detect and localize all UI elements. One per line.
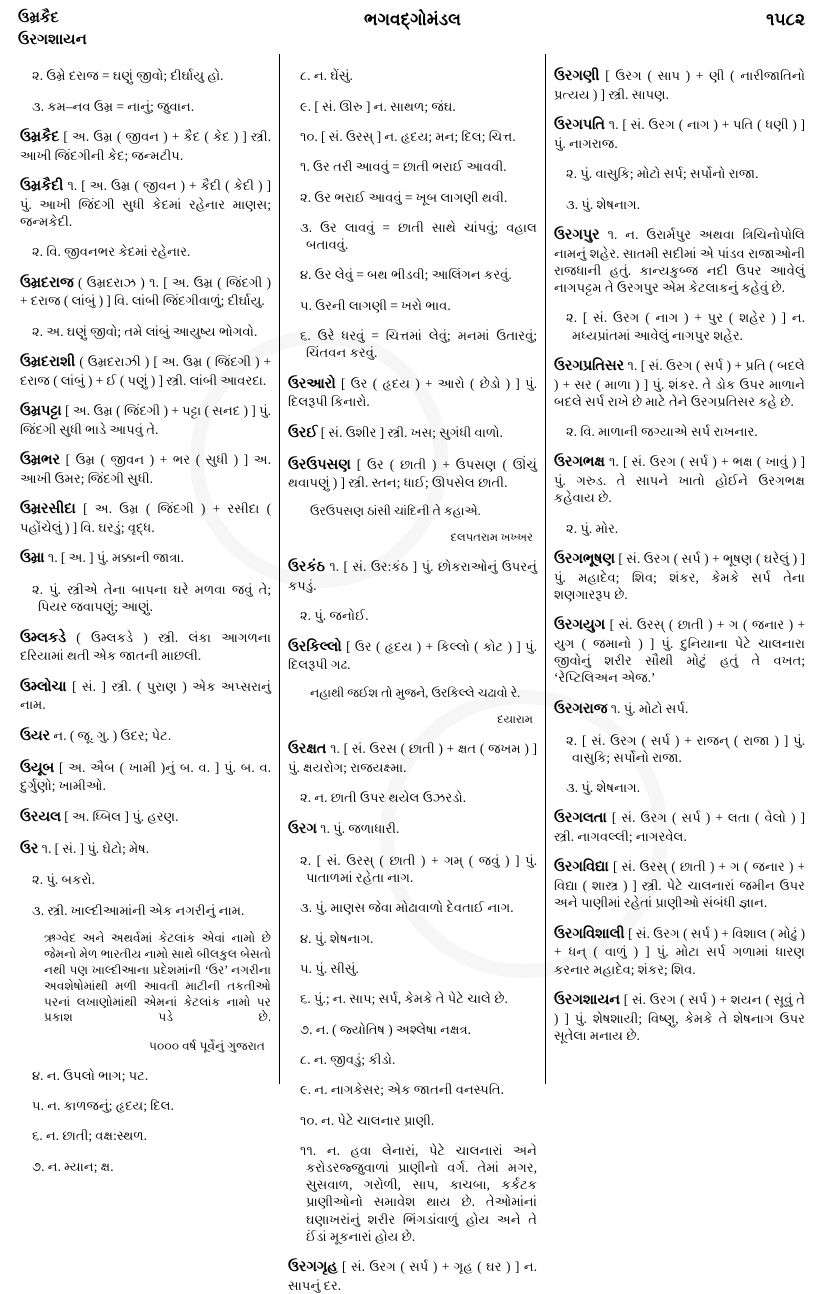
entry-sense: ૪. પું. શેષનાગ.: [300, 930, 374, 946]
dictionary-title: ભગવદ્ગોમંડલ: [364, 10, 461, 29]
dictionary-entry: [20, 727, 271, 746]
entry-definition: ૧. પું. મોટો સર્પ.: [607, 700, 689, 716]
entry-definition: ( ઉમ્લકડે ) સ્ત્રી. લંકા આગળના દરિયામાં થતી એક જાતની માછલી.: [20, 629, 271, 664]
entry-definition: ૧. ન. ઉરાર્મપુર અથવા ત્રિચિનોપોલિ નામનું શહેર. સાતમી સદીમાં એ પાંડવ રાજાઓની રાજધાની હતું. કાન્યકુબ્જ નદી ઉપર આવેલું નાગપટ્ટમ તે ઉરગપુર એમ કેટલાકનું કહેવું છે.: [554, 227, 805, 296]
entry-sense: ૨. વિ. માળાની જગ્યાએ સર્પ રાખનાર.: [566, 424, 758, 440]
entry-sense: ૧૦. [ સં. ઉરસ્ ] ન. હૃદય; મન; દિલ; ચિત્ત.: [300, 128, 516, 144]
dictionary-entry: [288, 638, 537, 674]
entry-headword: ઉરયલ: [20, 808, 61, 825]
entry-headword: ઉરગપુર: [554, 227, 600, 243]
entry-definition: ૧. [ સં. ઉર:કંઠ ] પું. છોકરાઓનું ઉપરનું કપડું.: [288, 559, 537, 593]
entry-definition: ૧. [ સં. ઉરસ ( છાતી ) + ક્ષત ( જખમ ) ] પું. ક્ષયરોગ; રાજયક્ષ્મા.: [288, 741, 537, 776]
entry-headword: ઉરકંઠ: [288, 559, 325, 576]
entry-sense: ૨. ઉર ભરાઈ આવવું = ખૂબ લાગણી થવી.: [300, 189, 508, 205]
entry-sense: ૨. પું. સ્ત્રીએ તેના બાપના ઘરે મળવા જવું તે; પિયર જવાપણું; આણું.: [32, 582, 271, 615]
entry-sense: ૨. [ સં. ઉરગ ( નાગ ) + પુર ( શહેર ) ] ન. મધ્યપ્રાંતમાં આવેલું નાગપુર શહેર.: [566, 310, 805, 343]
entry-sense: ૬. ન. છાતી; વક્ષ:સ્થળ.: [32, 1128, 147, 1144]
entry-definition: ( ઉમ્રદરાઝી ) [ અ. ઉમ્ર ( જિંદગી ) + દરાજ ( લાંબું ) + ઈ ( પણું ) ] સ્ત્રી. લાંબી આવરદા.: [20, 353, 271, 388]
entry-headword: ઉરઈ: [288, 424, 318, 441]
entry-definition: [ ઉર ( હૃદય ) + આરો ( છેડો ) ] પું. દિલરૂપી કિનારો.: [288, 375, 537, 410]
entry-sense: ૨. પું. જનોઈ.: [300, 608, 369, 624]
entry-headword: ઉમ્રકૈદ: [20, 128, 60, 145]
dictionary-entry: [20, 451, 271, 487]
entry-definition: [ સં. ઉશીર ] સ્ત્રી. ખસ; સુગંધી વાળો.: [317, 424, 503, 440]
dictionary-entry: [20, 177, 271, 230]
running-head: [12, 8, 813, 52]
entry-headword: ઉયર: [20, 727, 51, 744]
left-column: [12, 54, 279, 1174]
entry-headword: ઉરગયુગ: [554, 617, 606, 634]
entry-headword: ઉમ્રભર: [20, 452, 60, 469]
dictionary-entry: [20, 549, 271, 568]
dictionary-entry: [20, 840, 271, 859]
right-column: [546, 54, 813, 1084]
entry-sense: ૫. ન. કાળજનું; હૃદય; દિલ.: [32, 1098, 174, 1114]
entry-definition: [ ઉર ( છાતી ) + ઉપસણ ( ઊંચું થવાપણું ) ] સ્ત્રી. સ્તન; ધાઈ; ઊપસેલ છાતી.: [288, 456, 537, 491]
entry-headword: ઉમ્રરસીદા: [20, 501, 76, 518]
entry-definition: ૧. [ સં. ઉરગ ( સર્પ ) + ભક્ષ ( ખાવું ) ] પું. ગરુડ. તે સાપને ખાતો હોઈને ઉરગભક્ષ કહેવાય છે.: [554, 454, 805, 506]
entry-definition: [ અ. ઉમ્ર ( જીવન ) + કૈદ ( કેદ ) ] સ્ત્રી. આખી જિંદગીની કેદ; જન્મટીપ.: [20, 128, 271, 163]
entry-definition: ૧. પું. જળાધારી.: [316, 820, 400, 836]
dictionary-entry: [20, 353, 271, 389]
dictionary-entry: [20, 759, 271, 795]
entry-definition: [ ઉરગ ( સાપ ) + ણી ( નારીજાતિનો પ્રત્યય ) ] સ્ત્રી. સાપણ.: [554, 68, 805, 102]
entry-definition: [ ઉર ( હૃદય ) + કિલ્લો ( કોટ ) ] પું. દિલરૂપી ગઢ.: [288, 638, 537, 673]
entry-definition: [ સં. ઉરગ ( સર્પ ) + શયન ( સૂવું તે ) ] પું. શેષશાયી; વિષ્ણુ, કેમકે તે શેષનાગ ઉપર સૂતેલા મનાય છે.: [554, 991, 805, 1043]
entry-headword: ઉરગવિશાલી: [554, 925, 625, 942]
quotation-attribution: દલપતરામ ખખ્ખર: [450, 531, 533, 545]
entry-definition: [ સં. ઉરસ્ ( છાતી ) + ગ ( જનાર ) + યુગ ( જમાનો ) ] પું. દુનિયાના પેટે ચાલનારા જીવોનું શરીર સૌથી મોટું હતું તે વખત; ‘રેપ્ટિલિઅન એજ.’: [554, 617, 805, 686]
entry-headword: ઉમ્રદરાજ: [20, 274, 74, 291]
entry-definition: [ સં. ઉરગ ( સર્પ ) + ગૃહ ( ઘર ) ] ન. સાપનું દર.: [288, 1259, 537, 1293]
dictionary-entry: [554, 67, 805, 103]
entry-definition: ૧. [ અ. ઉમ્ર ( જીવન ) + કૈદી ( કેદી ) ] પું. આખી જિંદગી સુધી કેદમાં રહેનાર માણસ; જન્મકેદી.: [20, 177, 271, 229]
dictionary-entry: [20, 128, 271, 164]
note-source: ૫૦૦૦ વર્ષ પૂર્વેનું ગુજરાત: [149, 1038, 265, 1053]
dictionary-entry: [20, 629, 271, 665]
entry-definition: [ અ. ઐબ ( ખામી )નું બ. વ. ] પું. બ. વ. દુર્ગુણો; ખામીઓ.: [20, 759, 271, 794]
entry-headword: ઉરગશાયન: [554, 991, 620, 1008]
dictionary-entry: [554, 550, 805, 603]
dictionary-entry: [20, 274, 271, 310]
entry-definition: ૧. [ સં. ઉરગ ( નાગ ) + પતિ ( ધણી ) ] પું. નાગરાજ.: [554, 117, 805, 151]
middle-column: [279, 54, 546, 1293]
entry-definition: [ સં. ઉરગ ( સર્પ ) + વિશાલ ( મોઢું ) + ધન્ ( વાળું ) ] પું. મોટા સર્પ ગળામાં ધારણ કરનાર મહાદેવ; શંકર; શિવ.: [554, 925, 805, 977]
dictionary-entry: [288, 456, 537, 492]
entry-headword: ઉરગરાજ: [554, 700, 608, 717]
entry-definition: ૧. [ સં. ] પું. ઘેટો; મેષ.: [38, 840, 150, 856]
entry-headword: ઉમ્રા: [20, 550, 45, 567]
entry-quotation: નહાથી જઈશ તો મુજને, ઉરકિલ્લે ચઢાવો રે.: [310, 685, 521, 700]
running-head-last-entry: ઉરગશાયન: [18, 31, 87, 48]
entry-sense: ૫. ઉરની લાગણી = ખરો ભાવ.: [300, 297, 451, 313]
entry-headword: ઉમ્રકૈદી: [20, 177, 64, 194]
entry-sense: ૪. ઉર લેવું = બથ ભીડવી; આલિંગન કરવું.: [300, 267, 512, 283]
entry-sense: ૨. અ. ઘણું જીવો; તમે લાંબું આયુષ્ય ભોગવો.: [32, 323, 258, 339]
entry-headword: ઉરઉપસણ: [288, 456, 351, 473]
column-container: [12, 54, 813, 1293]
entry-sense: ૩. કમ–નવ ઉમ્ર = નાનું; જુવાન.: [32, 98, 195, 114]
quotation-attribution: દયારામ: [497, 713, 533, 727]
dictionary-entry: [554, 991, 805, 1044]
entry-headword: ઉર: [20, 840, 39, 857]
dictionary-entry: [554, 357, 805, 410]
dictionary-entry: [554, 925, 805, 978]
entry-definition: [ સં. ઉરસ્ ( છાતી ) + ગ ( જનાર ) + વિદ્યા ( શાસ્ત્ર ) ] સ્ત્રી. પેટે ચાલનારાં જમીન ઉપર અને પાણીમાં રહેતાં પ્રાણીઓ સંબંધી જ્ઞાન.: [554, 859, 805, 911]
entry-sense: ૫. પું. સીસું.: [300, 960, 359, 976]
entry-definition: [ અ. ઉમ્ર ( જિંદગી ) + રસીદા ( પહોંચેલું ) ] વિ. ઘરડું; વૃદ્ધ.: [20, 501, 271, 535]
entry-sense: ૨. વિ. જીવનભર કેદમાં રહેનાર.: [32, 244, 191, 260]
entry-sense: ૭. ન. મ્યાન; ક્ષ.: [32, 1158, 114, 1174]
dictionary-entry: [20, 500, 271, 536]
dictionary-entry: [554, 616, 805, 686]
entry-headword: ઉરગલતા: [554, 810, 607, 827]
entry-sense: ૮. ન. જીવડું; કીડો.: [300, 1051, 396, 1067]
entry-sense: ૪. ન. ઉપલો ભાગ; પટ.: [32, 1067, 149, 1083]
entry-headword: ઉરગપ્રતિસર: [554, 357, 625, 374]
entry-headword: ઉમ્રપટ્ટા: [20, 402, 62, 419]
entry-headword: ઉરગગૃહ: [288, 1259, 338, 1276]
dictionary-entry: [288, 375, 537, 411]
entry-sense: ૨. ઉમ્રે દરાજ = ઘણું જીવો; દીર્ઘાયુ હો.: [32, 68, 224, 84]
dictionary-entry: [288, 820, 537, 839]
entry-headword: ઉરગભક્ષ: [554, 454, 605, 471]
entry-headword: ઉરગવિદ્યા: [554, 859, 609, 876]
dictionary-entry: [554, 700, 805, 719]
entry-sense: ૨. પું. વાસુકિ; મોટો સર્પ; સર્પોનો રાજા.: [566, 166, 759, 182]
dictionary-entry: [554, 858, 805, 911]
entry-definition: [ ઉમ્ર ( જીવન ) + ભર ( સુધી ) ] અ. આખી ઉમર; જિંદગી સુધી.: [20, 452, 271, 486]
entry-definition: ન. ( જૂ. ગુ. ) ઉદર; પેટ.: [50, 727, 172, 743]
dictionary-entry: [554, 453, 805, 506]
dictionary-entry: [20, 678, 271, 714]
entry-headword: ઉરઆરો: [288, 375, 336, 392]
entry-sense: ૩. પું. શેષનાગ.: [566, 196, 641, 212]
entry-sense: ૬. પું.; ન. સાપ; સર્પ, કેમકે તે પેટે ચાલે છે.: [300, 991, 508, 1007]
entry-headword: ઉમ્લોચા: [20, 678, 67, 695]
entry-sense: ૨. ન. છાતી ઉપર થયેલ ઉઝરડો.: [300, 790, 467, 806]
dictionary-entry: [20, 402, 271, 438]
entry-headword: ઉમ્રદરાશી: [20, 353, 76, 370]
entry-definition: [ સં. ઉરગ ( સર્પ ) + લતા ( વેલો ) ] સ્ત્રી. નાગવલ્લી; નાગરવેલ.: [554, 810, 805, 845]
entry-headword: ઉમ્લકડે: [20, 629, 67, 646]
dictionary-entry: [288, 1258, 537, 1294]
dictionary-entry: [554, 809, 805, 845]
entry-headword: ઉરગ: [288, 820, 317, 837]
entry-definition: ( ઉમ્રદરાઝ ) ૧. [ અ. ઉમ્ર ( જિંદગી ) + દરાજ ( લાંબું ) ] વિ. લાંબી જિંદગીવાળું; દીર્ઘાયુ.: [20, 274, 271, 309]
entry-headword: ઉરગભૂષણ: [554, 551, 615, 567]
entry-sense: ૮. ન. ઘેંસું.: [300, 68, 353, 84]
entry-definition: [ સં. ઉરગ ( સર્પ ) + ભૂષણ ( ઘરેલું ) ] પું. મહાદેવ; શિવ; શંકર, કેમકે સર્પ તેના શણગારરૂપ છે.: [554, 551, 805, 602]
entry-sense: ૩. પું. માણસ જેવા મોઢાવાળો દેવતાઈ નાગ.: [300, 900, 514, 916]
dictionary-entry: [288, 558, 537, 594]
entry-sense: ૨. [ સં. ઉરસ્ ( છાતી ) + ગમ્ ( જવું ) ] પું. પાતાળમાં રહેતા નાગ.: [300, 852, 537, 885]
entry-quotation: ઉરઉપસણ ઠાંસી ચાંદિની તે કહાએ.: [310, 503, 481, 518]
entry-definition: ૧. [ અ. ] પું. મક્કાની જાત્રા.: [44, 550, 184, 566]
entry-headword: ઉરક્ષત: [288, 741, 327, 758]
entry-sense: ૯. ન. નાગકેસર; એક જાતની વનસ્પતિ.: [300, 1082, 504, 1098]
dictionary-entry: [554, 116, 805, 152]
entry-headword: ઉરગણી: [554, 68, 600, 85]
entry-headword: ઉરકિલ્લો: [288, 638, 342, 655]
entry-sense: ૩. ઉર લાવવું = છાતી સાથે ચાંપવું; વહાલ બતાવવું.: [300, 219, 537, 253]
entry-sense: ૯. [ સં. ઊરુ ] ન. સાથળ; જંઘ.: [300, 98, 456, 114]
entry-sense: ૨. [ સં. ઉરગ ( સર્પ ) + રાજન્ ( રાજા ) ] પું. વાસુકિ; સર્પોનો રાજા.: [566, 732, 805, 765]
entry-sense: ૧. ઉર તરી આવવું = છાતી ભરાઈ આવવી.: [300, 159, 507, 175]
entry-note: ઋગ્વેદ અને અથર્વમાં કેટલાંક એવાં નામો છે જેમનો મેળ ભારતીય નામો સાથે બીલકુલ બેસતો નથી પણ ખાલ્દીઆના પ્રદેશમાંની ‘ઉર’ નગરીના અવશેષોમાંથી મળી આવતી માટીની તકતીઓ પરનાં લખાણોમાંથી એમનાં કેટલાંક નામો પર પ્રકાશ પડે છે.: [44, 931, 271, 1025]
entry-definition: [ સં. ] સ્ત્રી. ( પુરાણ ) એક અપ્સરાનું નામ.: [20, 678, 271, 713]
entry-sense: ૧૦. ન. પેટે ચાલનાર પ્રાણી.: [300, 1112, 435, 1128]
dictionary-entry: [288, 424, 537, 443]
entry-definition: ૧. [ સં. ઉરગ ( સર્પ ) + પ્રતિ ( બદલે ) + સર ( માળા ) ] પું. શંકર. તે ડોક ઉપર માળાને બદલે સર્પ રાખે છે માટે તેને ઉરગપ્રતિસર કહે છે.: [554, 357, 805, 409]
entry-sense: ૨. પું. બકરો.: [32, 872, 95, 888]
entry-sense: ૩. પું. શેષનાગ.: [566, 780, 641, 795]
dictionary-entry: [20, 808, 271, 827]
dictionary-entry: [288, 740, 537, 776]
running-head-first-entry: ઉમ્રકૈદ: [18, 10, 59, 26]
entry-sense: ૬. ઉરે ધરવું = ચિત્તમાં લેવું; મનમાં ઉતારવું; ચિંતવન કરવું.: [300, 328, 537, 361]
dictionary-entry: [554, 226, 805, 296]
entry-sense: ૨. પું. મોર.: [566, 520, 619, 536]
entry-headword: ઉરગપતિ: [554, 117, 605, 134]
entry-headword: ઉયૂબ: [20, 759, 55, 776]
entry-definition: [ અ. ધ્બિલ ] પું. હરણ.: [61, 808, 179, 824]
page-number: ૧૫૮૨: [766, 10, 805, 29]
entry-sense: ૩. સ્ત્રી. ખાલ્દીઆમાંની એક નગરીનું નામ.: [32, 902, 245, 918]
entry-sense: ૭. ન. ( જ્યોતિષ ) અશ્લેષા નક્ષત્ર.: [300, 1021, 471, 1037]
entry-definition: [ અ. ઉમ્ર ( જિંદગી ) + પટ્ટા ( સનદ ) ] પું. જિંદગી સુધી ભાડે આપવું તે.: [20, 402, 271, 437]
entry-sense: ૧૧. ન. હવા લેનારાં, પેટે ચાલનારાં અને કરોડરજ્જુવાળાં પ્રાણીનો વર્ગ. તેમાં મગર, સુસવાળ, ગરોળી, સાપ, કાચબા, કર્કટક પ્રાણીઓનો સમાવેશ થાય છે. તેઓમાંનાં ઘણાખરાંનું શરીર ભિંગડાંવાળું હોય અને તે ઈંડાં મૂકનારાં હોય છે.: [300, 1142, 537, 1244]
